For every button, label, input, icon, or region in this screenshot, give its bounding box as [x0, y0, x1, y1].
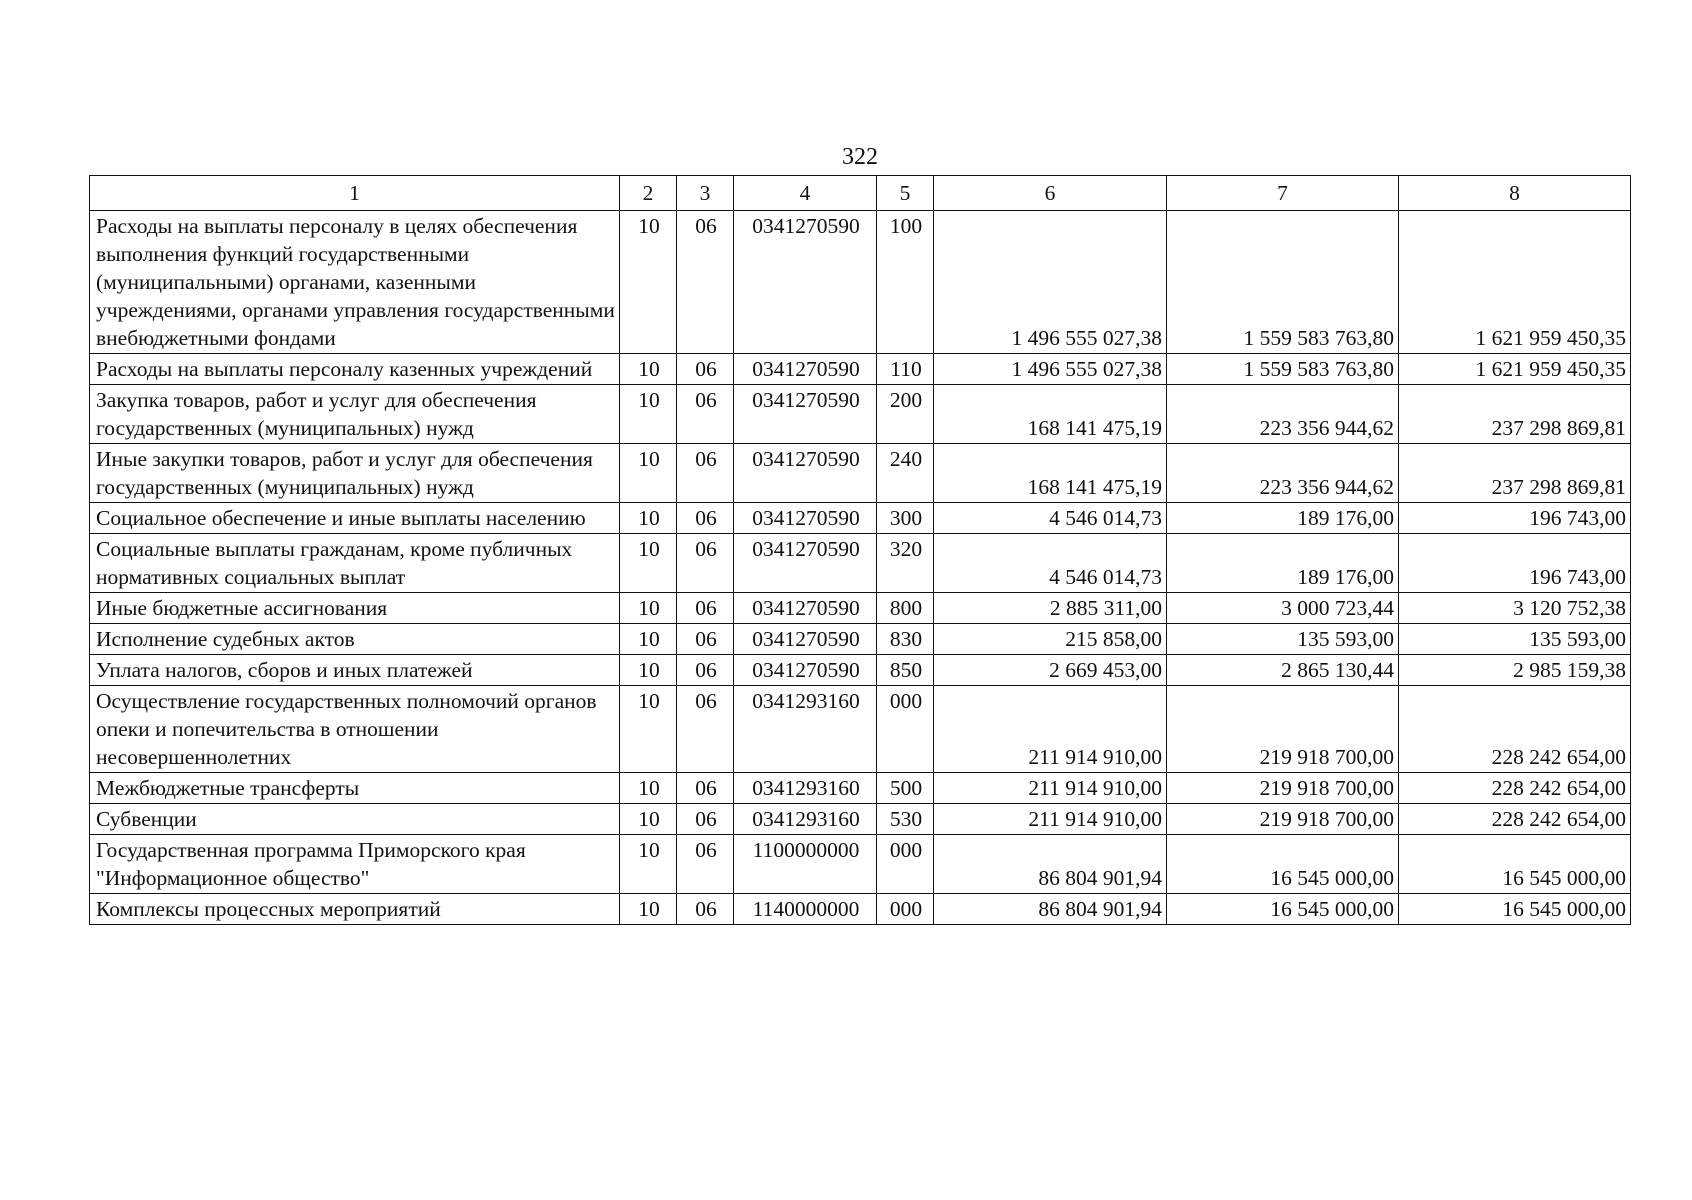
section-code-cell: 10: [620, 354, 677, 385]
column-header-2: 2: [620, 176, 677, 211]
amount-col6-cell: 211 914 910,00: [934, 773, 1167, 804]
section-code-cell: 10: [620, 655, 677, 686]
subsection-code-cell: 06: [677, 655, 734, 686]
subsection-code-cell: 06: [677, 804, 734, 835]
expense-type-cell: 000: [877, 835, 934, 894]
row-name-cell: Государственная программа Приморского края "Информационное общество": [90, 835, 620, 894]
expense-type-cell: 500: [877, 773, 934, 804]
row-name-cell: Уплата налогов, сборов и иных платежей: [90, 655, 620, 686]
subsection-code-cell: 06: [677, 444, 734, 503]
expense-type-cell: 100: [877, 211, 934, 354]
section-code-cell: 10: [620, 773, 677, 804]
amount-col6-cell: 168 141 475,19: [934, 385, 1167, 444]
section-code-cell: 10: [620, 894, 677, 925]
amount-col7-cell: 16 545 000,00: [1167, 835, 1399, 894]
target-article-cell: 0341270590: [734, 534, 877, 593]
amount-col8-cell: 228 242 654,00: [1399, 686, 1631, 773]
section-code-cell: 10: [620, 835, 677, 894]
table-row: [90, 624, 1631, 655]
subsection-code-cell: 06: [677, 624, 734, 655]
amount-col7-cell: 219 918 700,00: [1167, 773, 1399, 804]
target-article-cell: 0341270590: [734, 624, 877, 655]
section-code-cell: 10: [620, 503, 677, 534]
section-code-cell: 10: [620, 444, 677, 503]
section-code-cell: 10: [620, 534, 677, 593]
amount-col6-cell: 1 496 555 027,38: [934, 354, 1167, 385]
table-header-row: [90, 176, 1631, 211]
expense-type-cell: 320: [877, 534, 934, 593]
table-row: [90, 894, 1631, 925]
table-row: [90, 593, 1631, 624]
subsection-code-cell: 06: [677, 385, 734, 444]
amount-col8-cell: 135 593,00: [1399, 624, 1631, 655]
expense-type-cell: 530: [877, 804, 934, 835]
row-name-cell: Социальное обеспечение и иные выплаты населению: [90, 503, 620, 534]
amount-col6-cell: 215 858,00: [934, 624, 1167, 655]
budget-table: [89, 175, 1631, 925]
table-row: [90, 444, 1631, 503]
column-header-6: 6: [934, 176, 1167, 211]
table-row: [90, 686, 1631, 773]
target-article-cell: 1140000000: [734, 894, 877, 925]
amount-col8-cell: 237 298 869,81: [1399, 385, 1631, 444]
table-row: [90, 655, 1631, 686]
row-name-cell: Исполнение судебных актов: [90, 624, 620, 655]
table-row: [90, 534, 1631, 593]
target-article-cell: 0341270590: [734, 211, 877, 354]
expense-type-cell: 800: [877, 593, 934, 624]
column-header-5: 5: [877, 176, 934, 211]
row-name-cell: Расходы на выплаты персоналу в целях обеспечения выполнения функций государственными (муниципальными) органами, казенными учреждениями, органами управления государственными внебюджетными фондами: [90, 211, 620, 354]
amount-col7-cell: 2 865 130,44: [1167, 655, 1399, 686]
amount-col8-cell: 196 743,00: [1399, 503, 1631, 534]
subsection-code-cell: 06: [677, 354, 734, 385]
amount-col8-cell: 16 545 000,00: [1399, 894, 1631, 925]
table-row: [90, 503, 1631, 534]
column-header-4: 4: [734, 176, 877, 211]
row-name-cell: Закупка товаров, работ и услуг для обеспечения государственных (муниципальных) нужд: [90, 385, 620, 444]
amount-col7-cell: 135 593,00: [1167, 624, 1399, 655]
amount-col7-cell: 3 000 723,44: [1167, 593, 1399, 624]
row-name-cell: Межбюджетные трансферты: [90, 773, 620, 804]
column-header-7: 7: [1167, 176, 1399, 211]
target-article-cell: 1100000000: [734, 835, 877, 894]
row-name-cell: Социальные выплаты гражданам, кроме публичных нормативных социальных выплат: [90, 534, 620, 593]
section-code-cell: 10: [620, 686, 677, 773]
amount-col8-cell: 1 621 959 450,35: [1399, 354, 1631, 385]
amount-col8-cell: 228 242 654,00: [1399, 804, 1631, 835]
section-code-cell: 10: [620, 593, 677, 624]
amount-col7-cell: 223 356 944,62: [1167, 444, 1399, 503]
target-article-cell: 0341270590: [734, 385, 877, 444]
section-code-cell: 10: [620, 211, 677, 354]
amount-col6-cell: 2 885 311,00: [934, 593, 1167, 624]
target-article-cell: 0341270590: [734, 503, 877, 534]
page-number: 322: [842, 144, 878, 170]
target-article-cell: 0341270590: [734, 593, 877, 624]
expense-type-cell: 000: [877, 686, 934, 773]
table-row: [90, 385, 1631, 444]
row-name-cell: Расходы на выплаты персоналу казенных учреждений: [90, 354, 620, 385]
row-name-cell: Комплексы процессных мероприятий: [90, 894, 620, 925]
amount-col8-cell: 196 743,00: [1399, 534, 1631, 593]
amount-col6-cell: 4 546 014,73: [934, 503, 1167, 534]
target-article-cell: 0341293160: [734, 804, 877, 835]
row-name-cell: Субвенции: [90, 804, 620, 835]
subsection-code-cell: 06: [677, 894, 734, 925]
subsection-code-cell: 06: [677, 593, 734, 624]
target-article-cell: 0341270590: [734, 354, 877, 385]
amount-col8-cell: 228 242 654,00: [1399, 773, 1631, 804]
section-code-cell: 10: [620, 624, 677, 655]
column-header-1: 1: [90, 176, 620, 211]
target-article-cell: 0341270590: [734, 655, 877, 686]
table-row: [90, 804, 1631, 835]
expense-type-cell: 240: [877, 444, 934, 503]
expense-type-cell: 300: [877, 503, 934, 534]
expense-type-cell: 830: [877, 624, 934, 655]
subsection-code-cell: 06: [677, 534, 734, 593]
amount-col7-cell: 1 559 583 763,80: [1167, 211, 1399, 354]
subsection-code-cell: 06: [677, 773, 734, 804]
amount-col6-cell: 168 141 475,19: [934, 444, 1167, 503]
amount-col7-cell: 189 176,00: [1167, 534, 1399, 593]
amount-col6-cell: 86 804 901,94: [934, 835, 1167, 894]
row-name-cell: Иные закупки товаров, работ и услуг для обеспечения государственных (муниципальных) нужд: [90, 444, 620, 503]
amount-col7-cell: 219 918 700,00: [1167, 804, 1399, 835]
row-name-cell: Иные бюджетные ассигнования: [90, 593, 620, 624]
amount-col7-cell: 223 356 944,62: [1167, 385, 1399, 444]
table-row: [90, 835, 1631, 894]
expense-type-cell: 110: [877, 354, 934, 385]
amount-col6-cell: 4 546 014,73: [934, 534, 1167, 593]
subsection-code-cell: 06: [677, 835, 734, 894]
amount-col7-cell: 219 918 700,00: [1167, 686, 1399, 773]
row-name-cell: Осуществление государственных полномочий органов опеки и попечительства в отношении несовершеннолетних: [90, 686, 620, 773]
amount-col7-cell: 189 176,00: [1167, 503, 1399, 534]
subsection-code-cell: 06: [677, 686, 734, 773]
expense-type-cell: 200: [877, 385, 934, 444]
target-article-cell: 0341293160: [734, 773, 877, 804]
amount-col8-cell: 3 120 752,38: [1399, 593, 1631, 624]
amount-col7-cell: 1 559 583 763,80: [1167, 354, 1399, 385]
amount-col6-cell: 1 496 555 027,38: [934, 211, 1167, 354]
amount-col8-cell: 1 621 959 450,35: [1399, 211, 1631, 354]
section-code-cell: 10: [620, 804, 677, 835]
expense-type-cell: 850: [877, 655, 934, 686]
table-row: [90, 211, 1631, 354]
target-article-cell: 0341293160: [734, 686, 877, 773]
table-row: [90, 354, 1631, 385]
column-header-8: 8: [1399, 176, 1631, 211]
amount-col6-cell: 211 914 910,00: [934, 686, 1167, 773]
column-header-3: 3: [677, 176, 734, 211]
table-row: [90, 773, 1631, 804]
amount-col8-cell: 237 298 869,81: [1399, 444, 1631, 503]
amount-col6-cell: 211 914 910,00: [934, 804, 1167, 835]
subsection-code-cell: 06: [677, 503, 734, 534]
amount-col6-cell: 86 804 901,94: [934, 894, 1167, 925]
section-code-cell: 10: [620, 385, 677, 444]
expense-type-cell: 000: [877, 894, 934, 925]
amount-col8-cell: 2 985 159,38: [1399, 655, 1631, 686]
subsection-code-cell: 06: [677, 211, 734, 354]
amount-col6-cell: 2 669 453,00: [934, 655, 1167, 686]
amount-col7-cell: 16 545 000,00: [1167, 894, 1399, 925]
amount-col8-cell: 16 545 000,00: [1399, 835, 1631, 894]
target-article-cell: 0341270590: [734, 444, 877, 503]
